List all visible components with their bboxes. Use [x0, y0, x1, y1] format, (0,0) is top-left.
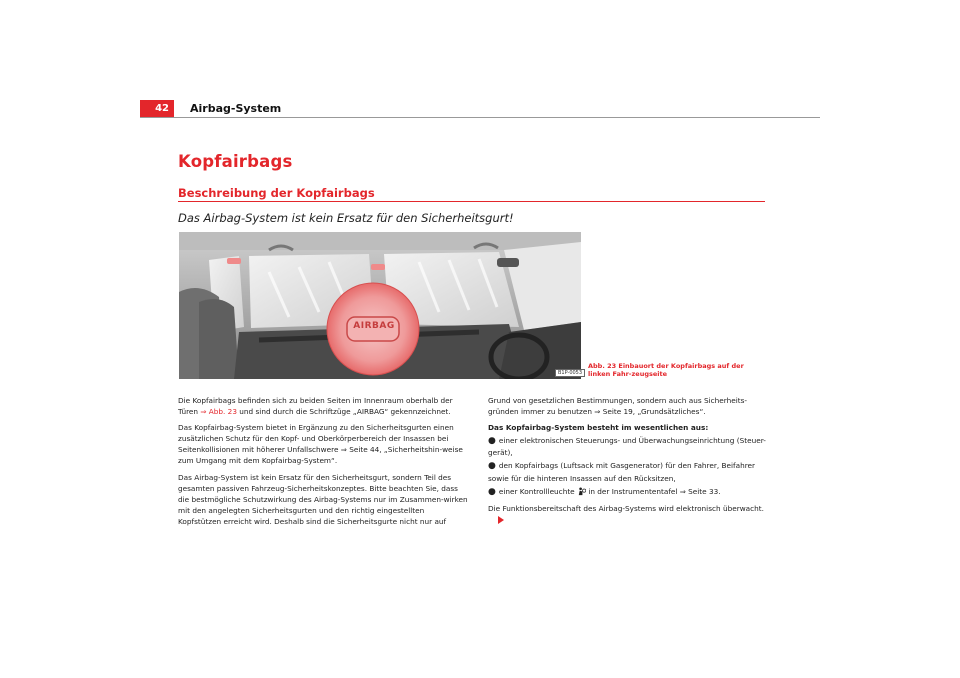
- header-rule: [140, 117, 820, 118]
- figure-caption: Abb. 23 Einbauort der Kopfairbags auf der linken Fahr-zeugseite: [588, 362, 744, 378]
- text-column-right: [488, 395, 768, 530]
- subsection-rule: [178, 201, 765, 202]
- airbag-label: AIRBAG: [353, 321, 395, 331]
- car-interior-illustration: [179, 232, 581, 379]
- page-number: 42: [140, 100, 174, 117]
- running-head: Airbag-System: [190, 102, 282, 115]
- text-column-left: [178, 395, 468, 532]
- list-item: [488, 460, 768, 483]
- paragraph: Das Airbag-System ist kein Ersatz für den Sicherheitsgurt, sondern Teil des gesamten passiven Fahrzeug-Sicherheitskonzeptes. Bitte beachten Sie, dass die bestmögliche Schutzwirkung des Airbag-Systems nur im Zusammen-wirken mit den angelegten Sicherheitsgurten und den richtig eingestellten Kopfstützen erreicht wird. Deshalb sind die Sicherheitsgurte nicht nur auf: [178, 472, 468, 526]
- paragraph-text: und sind durch die Schriftzüge „AIRBAG“ gekennzeichnet.: [236, 407, 451, 417]
- continue-arrow-icon: [498, 516, 504, 524]
- bullet-icon: ●: [488, 461, 496, 472]
- list-item-text: einer Kontrollleuchte: [498, 486, 577, 496]
- figure-reference-link[interactable]: ⇒ Abb. 23: [200, 407, 237, 417]
- bullet-icon: ●: [488, 486, 496, 497]
- figure-code: B1P-0053: [555, 369, 585, 377]
- paragraph: Grund von gesetzlichen Bestimmungen, sondern auch aus Sicherheits-gründen immer zu benutzen ⇒ Seite 19, „Grundsätzliches“.: [488, 396, 748, 417]
- section-title: Kopfairbags: [178, 152, 293, 171]
- paragraph-text: Die Funktionsbereitschaft des Airbag-Systems wird elektronisch überwacht.: [488, 503, 764, 513]
- paragraph: [178, 395, 468, 417]
- bullet-icon: ●: [488, 436, 496, 447]
- paragraph: Das Kopfairbag-System bietet in Ergänzung zu den Sicherheitsgurten einen zusätzlichen Schutz für den Kopf- und Oberkörperbereich der Insassen bei Seitenkollisionen mit höherer Unfallschwere ⇒ Seite 44, „Sicherheitshin-weise zum Umgang mit dem Kopfairbag-System“.: [178, 423, 463, 466]
- figure-car-interior: [179, 232, 581, 379]
- paragraph: [488, 503, 768, 525]
- subsection-title: Beschreibung der Kopfairbags: [178, 186, 375, 200]
- list-item-text: einer elektronischen Steuerungs- und Überwachungseinrichtung (Steuer-gerät),: [488, 436, 766, 458]
- list-item: [488, 486, 768, 498]
- paragraph-text: Die Kopfairbags befinden sich zu beiden Seiten im Innenraum oberhalb der Türen: [178, 396, 453, 417]
- list-item: [488, 435, 768, 458]
- airbag-warning-lamp-icon: [577, 487, 586, 496]
- intro-warning: Das Airbag-System ist kein Ersatz für den Sicherheitsgurt!: [178, 211, 514, 225]
- list-heading: Das Kopfairbag-System besteht im wesentlichen aus:: [488, 423, 709, 433]
- list-item-text: in der Instrumententafel ⇒ Seite 33.: [586, 486, 721, 496]
- list-item-text: den Kopfairbags (Luftsack mit Gasgenerator) für den Fahrer, Beifahrer sowie für die hinteren Insassen auf den Rücksitzen,: [488, 461, 756, 483]
